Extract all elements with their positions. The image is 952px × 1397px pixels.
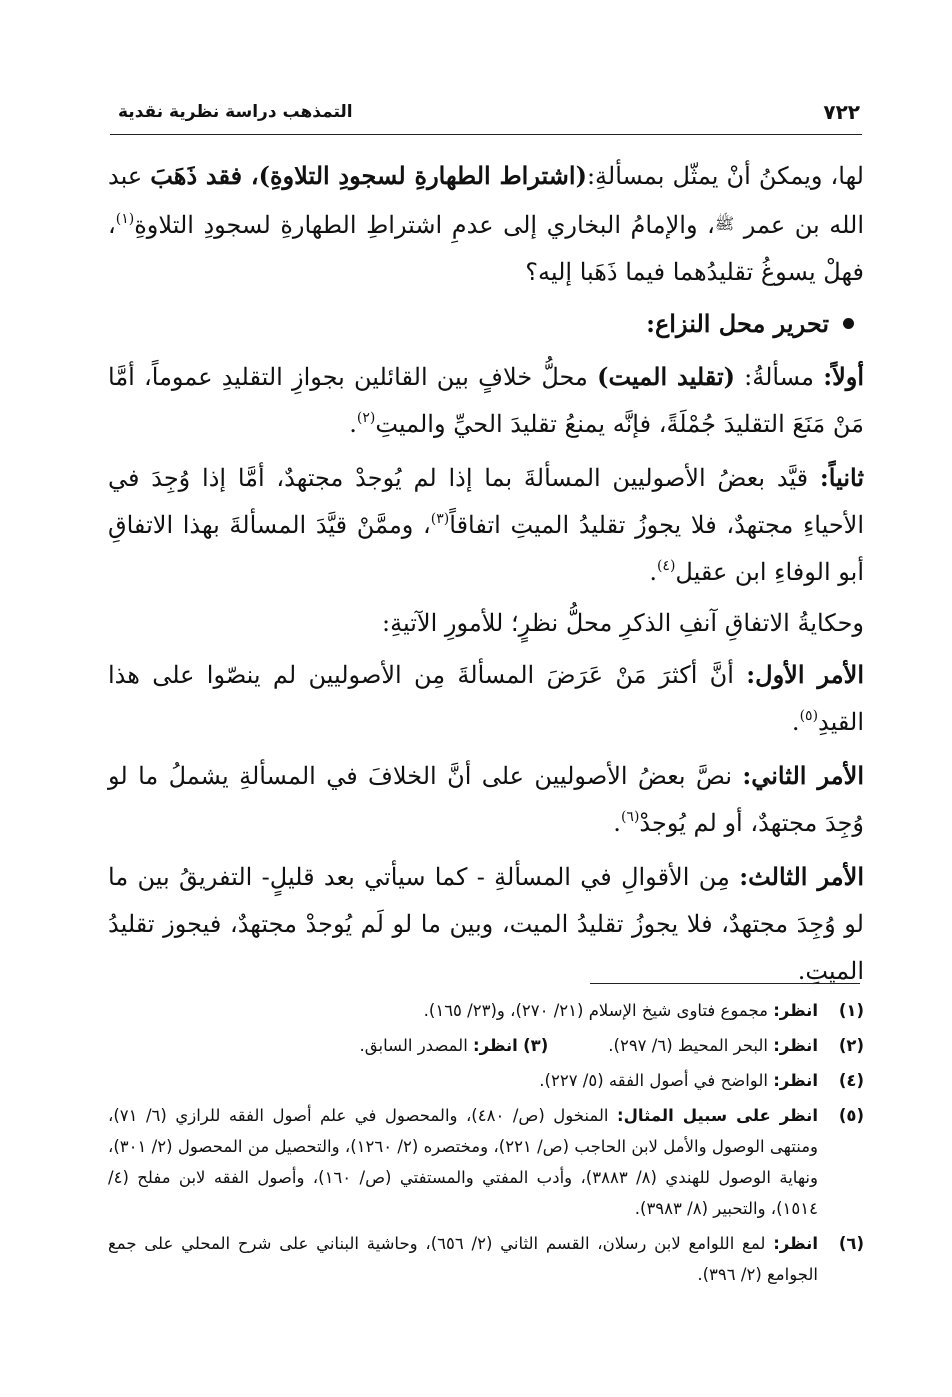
paragraph-story: وحكايةُ الاتفاقِ آنفِ الذكرِ محلُّ نظرٍ؛ للأمورِ الآتيةِ: bbox=[382, 609, 864, 637]
paragraph-intro: لها، ويمكنُ أنْ يمثّل بمسألةِ:(اشتراط الطهارةِ لسجودِ التلاوةِ)، فقد ذَهَبَ عبد الله بن عمر ﷺ، والإمامُ البخاري إلى عدمِ اشتراطِ الطهارةِ لسجودِ التلاوةِ$^{(١)}$، فهلْ يسوغُ تقليدُهما فيما ذَهَبا إليه؟ bbox=[108, 161, 864, 286]
matter-label: الأمر الثالث: bbox=[739, 862, 864, 891]
paragraph-second: ثانياً: قيَّد بعضُ الأصوليين المسألةَ بما إذا لم يُوجدْ مجتهدٌ، أمَّا إذا وُجِدَ في الأحياءِ مجتهدٌ، فلا يجوزُ تقليدُ الميتِ اتفاقاً$^{(٣)}$، وممَّنْ قيَّدَ المسألةَ بهذا الاتفاقِ أبو الوفاءِ ابن عقيل$^{(٤)}$. bbox=[108, 463, 865, 586]
footnotes bbox=[108, 995, 864, 1294]
footnote-item: (٦) انظر: لمع اللوامع لابن رسلان، القسم الثاني (٢/ ٦٥٦)، وحاشية البناني على شرح المحلي على جمع الجوامع (٢/ ٣٩٦). bbox=[108, 1234, 864, 1284]
footnote-divider bbox=[590, 983, 860, 984]
header-divider bbox=[110, 134, 862, 135]
bullet-icon bbox=[843, 318, 854, 329]
honorific-glyph: ﷺ bbox=[714, 214, 735, 233]
footnote-ref: (٦) bbox=[620, 809, 640, 825]
footnote-item: (٥) انظر على سبيل المثال: المنخول (ص/ ٤٨٠)، والمحصول في علم أصول الفقه للرازي (٦/ ٧١)، ومنتهى الوصول والأمل لابن الحاجب (ص/ ٢٢١)، ومختصره (٢/ ١٢٦٠)، والتحصيل من المحصول (٢/ ٣٠١)، ونهاية الوصول للهندي (٨/ ٣٨٨٣)، وأدب المفتي والمستفتي (ص/ ١٦٠)، وأصول الفقه لابن مفلح (٤/ ١٥١٤)، والتحبير (٨/ ٣٩٨٣). bbox=[108, 1106, 864, 1218]
paragraph-first-matter: الأمر الأول: أنَّ أكثرَ مَنْ عَرَضَ المسألةَ مِن الأصوليين لم ينصّوا على هذا القيدِ$^{(٥)}$. bbox=[108, 660, 864, 736]
main-text bbox=[108, 152, 864, 995]
point-label: أولاً: bbox=[823, 362, 865, 391]
running-title: التمذهب دراسة نظرية نقدية bbox=[118, 102, 353, 122]
footnote-ref: (٥) bbox=[799, 708, 819, 724]
page-number: ٧٢٢ bbox=[823, 100, 860, 124]
section-heading: تحرير محل النزاع: bbox=[108, 300, 864, 347]
page-header bbox=[118, 100, 860, 132]
footnote-ref: (١) bbox=[115, 211, 135, 227]
paragraph-first: أولاً: مسألةُ: (تقليد الميت) محلُّ خلافٍ بين القائلين بجوازِ التقليدِ عموماً، أمَّا مَنْ مَنَعَ التقليدَ جُمْلَةً، فإنَّه يمنعُ تقليدَ الحيِّ والميتِ$^{(٢)}$. bbox=[108, 362, 865, 438]
matter-label: الأمر الثاني: bbox=[742, 761, 864, 790]
paragraph-third-matter: الأمر الثالث: مِن الأقوالِ في المسألةِ - كما سيأتي بعد قليلٍ- التفريقُ بين ما لو وُجِدَ مجتهدٌ، فلا يجوزُ تقليدُ الميت، وبين ما لو لَم يُوجدْ مجتهدٌ، فيجوز تقليدُ الميتِ. bbox=[108, 862, 864, 985]
point-label: ثانياً: bbox=[819, 463, 864, 492]
footnote-item: (٢) انظر: البحر المحيط (٦/ ٢٩٧). (٣) انظر: المصدر السابق. bbox=[359, 1036, 864, 1055]
paragraph-second-matter: الأمر الثاني: نصَّ بعضُ الأصوليين على أنَّ الخلافَ في المسألةِ يشملُ ما لو وُجِدَ مجتهدٌ، أو لم يُوجدْ$^{(٦)}$. bbox=[108, 761, 864, 837]
matter-label: الأمر الأول: bbox=[746, 660, 864, 689]
footnote-ref: (٤) bbox=[656, 558, 676, 574]
issue-title: (اشتراط الطهارةِ لسجودِ التلاوةِ)، فقد ذَهَبَ bbox=[150, 161, 587, 190]
footnote-ref: (٣) bbox=[430, 511, 450, 527]
footnote-item: (٤) انظر: الواضح في أصول الفقه (٥/ ٢٢٧). bbox=[539, 1071, 864, 1090]
footnote-item: (١) انظر: مجموع فتاوى شيخ الإسلام (٢١/ ٢٧٠)، و(٢٣/ ١٦٥). bbox=[423, 1001, 864, 1020]
footnote-ref: (٢) bbox=[356, 410, 376, 426]
